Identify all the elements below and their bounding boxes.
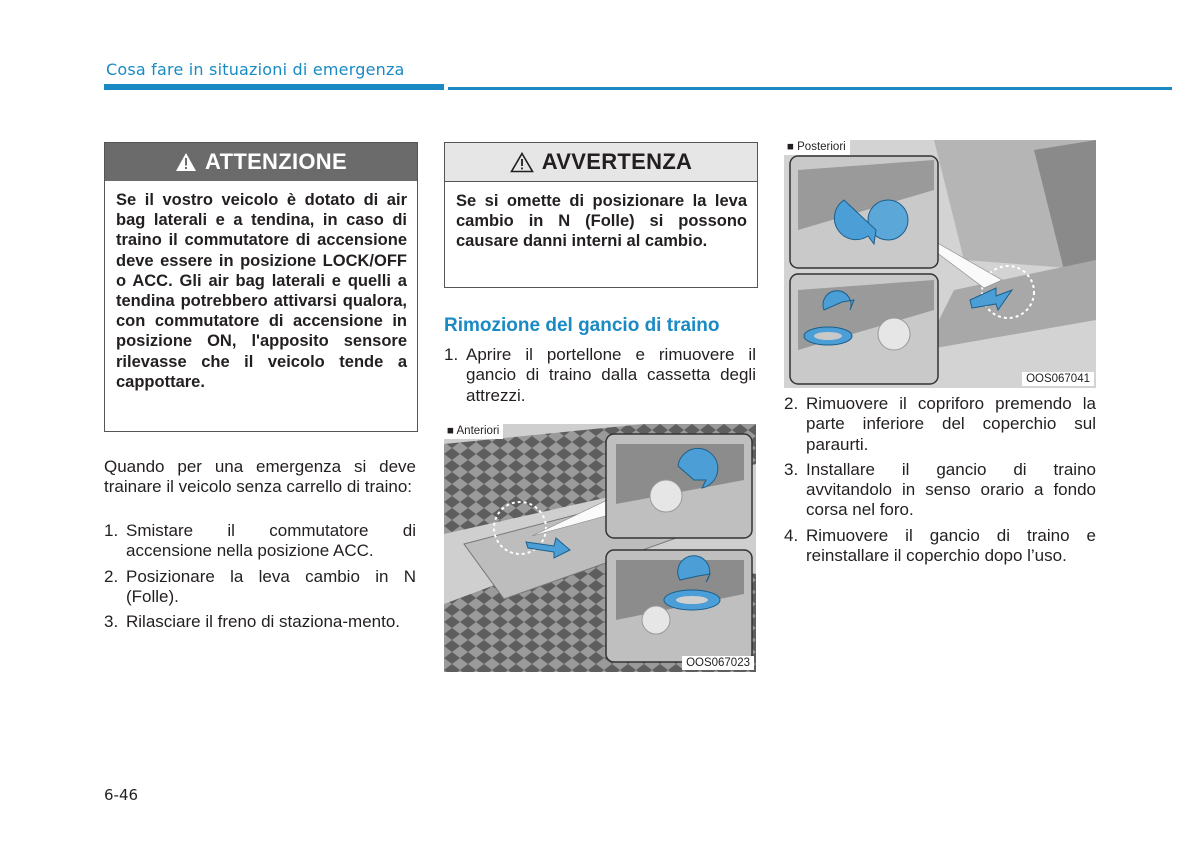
caution-box-title: AVVERTENZA: [541, 149, 693, 174]
figure-label: ■ Anteriori: [444, 424, 503, 439]
section-title: Cosa fare in situazioni di emergenza: [106, 60, 405, 79]
list-item: [784, 460, 1096, 521]
step-number: 3.: [784, 459, 799, 479]
warning-box-attenzione: [104, 142, 418, 432]
header-rule-thin: [448, 87, 1172, 90]
hook-install-steps: [784, 394, 1096, 571]
step-text: Rimuovere il gancio di traino e reinstallare il coperchio dopo l’uso.: [806, 525, 1096, 566]
step-text: Posizionare la leva cambio in N (Folle).: [126, 566, 416, 606]
list-item: [104, 521, 416, 562]
step-text: Rimuovere il copriforo premendo la parte inferiore del coperchio sul paraurti.: [806, 394, 1096, 454]
figure-label: ■ Posteriori: [784, 140, 850, 155]
list-item: [784, 526, 1096, 567]
step-number: 2.: [104, 566, 119, 586]
intro-paragraph: Quando per una emergenza si deve trainare il veicolo senza carrello di traino:: [104, 457, 416, 497]
section-heading: Rimozione del gancio di traino: [444, 315, 720, 336]
towing-steps-list: [104, 521, 416, 637]
step-number: 2.: [784, 394, 799, 413]
figure-code: OOS067023: [682, 656, 754, 670]
front-tow-hook-figure: [444, 424, 756, 672]
list-item: [104, 567, 416, 608]
step-number: 3.: [104, 612, 119, 632]
step-text: Aprire il portellone e rimuovere il gancio di traino dalla cassetta degli attrezzi.: [466, 345, 756, 405]
warning-triangle-icon: [175, 152, 197, 172]
warning-box-header: [105, 143, 417, 181]
step-number: 1.: [104, 521, 119, 540]
hook-removal-steps: [444, 345, 756, 411]
header-rule-thick: [104, 84, 444, 90]
step-text: Smistare il commutatore di accensione nella posizione ACC.: [126, 521, 416, 561]
step-text: Rilasciare il freno di staziona-mento.: [126, 612, 401, 632]
page-number: 6-46: [104, 786, 139, 804]
step-number: 1.: [444, 345, 459, 364]
step-text: Installare il gancio di traino avvitandolo in senso orario a fondo corsa nel foro.: [806, 459, 1096, 520]
list-item: [104, 612, 416, 632]
step-number: 4.: [784, 525, 799, 545]
warning-box-title: ATTENZIONE: [205, 149, 347, 174]
caution-box-avvertenza: [444, 142, 758, 288]
list-item: [784, 394, 1096, 455]
list-item: [444, 345, 756, 406]
caution-box-header: [445, 143, 757, 182]
rear-tow-hook-figure: [784, 140, 1096, 388]
caution-box-text: Se si omette di posizionare la leva cambio in N (Folle) si possono causare danni interni al cambio.: [456, 192, 747, 251]
rear-tow-hook-illustration-icon: [784, 140, 1096, 388]
figure-code: OOS067041: [1022, 372, 1094, 386]
front-tow-hook-illustration-icon: [444, 424, 756, 672]
caution-triangle-icon: [510, 152, 534, 173]
warning-box-text: Se il vostro veicolo è dotato di air bag laterali e a tendina, in caso di traino il commutatore di accensione deve essere in posizione LOCK/OFF o ACC. Gli air bag laterali e quelli a tendina potrebbero attivarsi qualora, con commutatore di accensione in posizione ON, l'apposito sensore rilevasse che il veicolo tende a cappottare.: [116, 191, 407, 391]
